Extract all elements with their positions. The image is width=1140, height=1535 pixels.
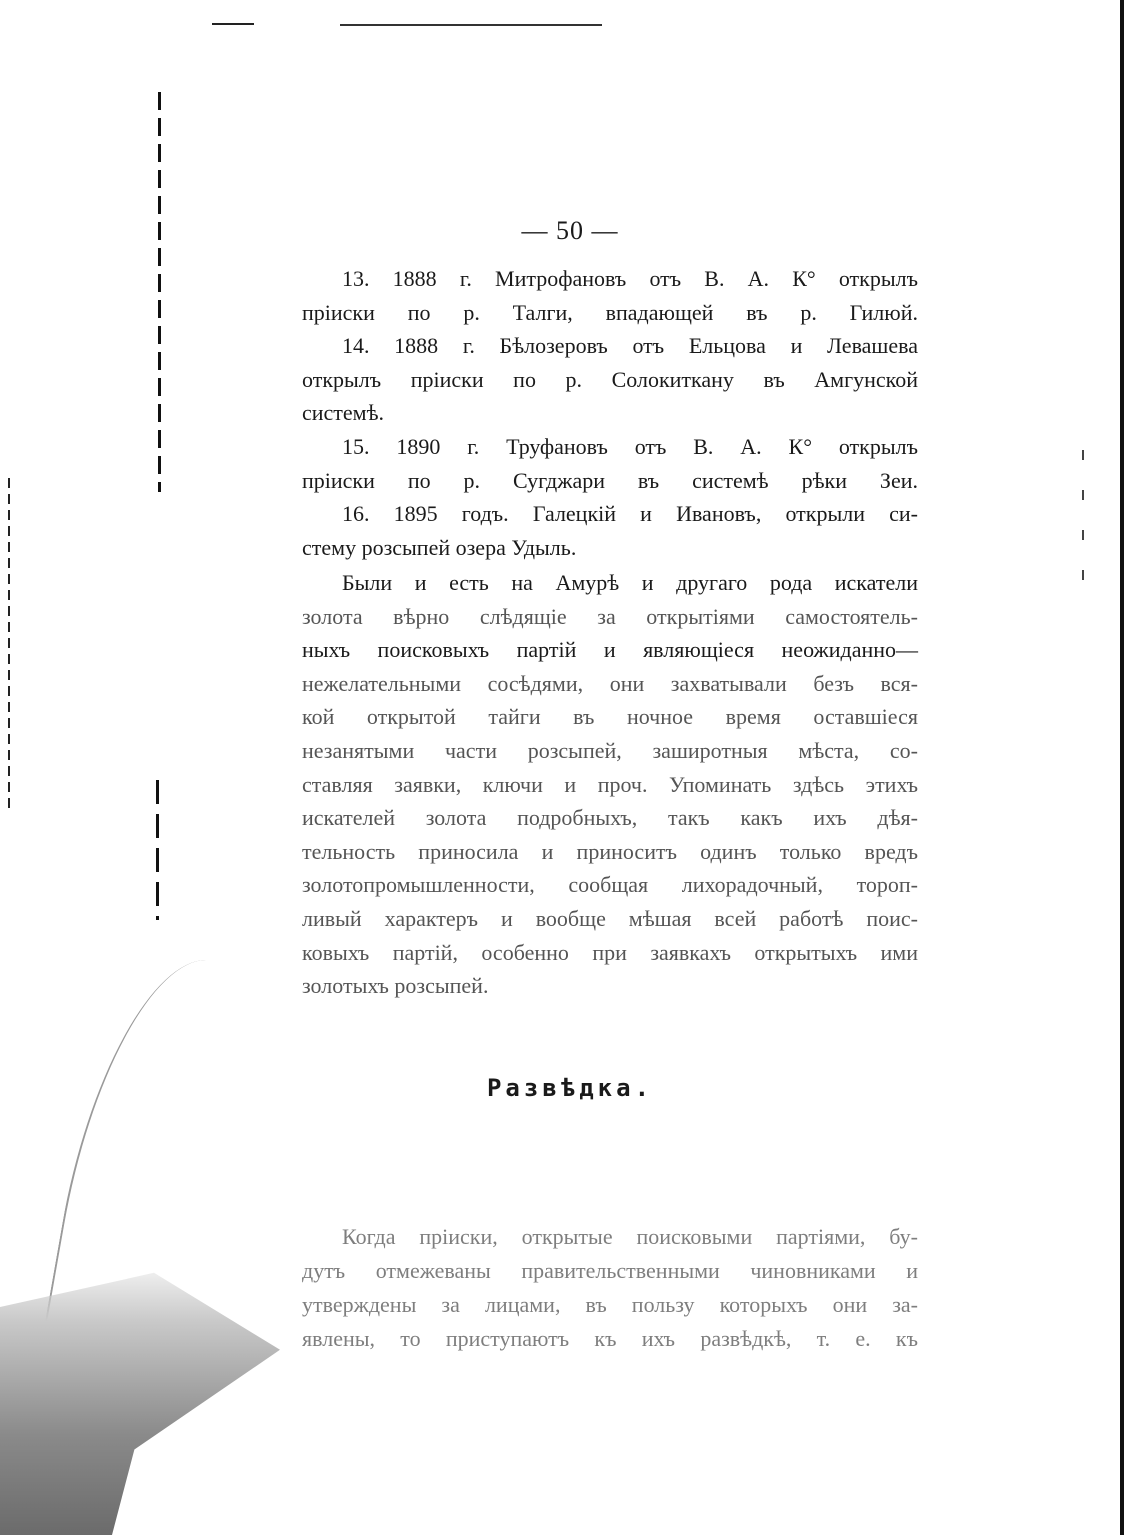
text-line: Когда пріиски, открытые поисковыми партіями, бу-: [342, 1224, 918, 1249]
scan-artifact-right-margin-mark: [1082, 450, 1084, 590]
text-line: пріиски по р. Талги, впадающей въ р. Гилюй.: [302, 299, 918, 325]
text-block-paragraph: [302, 566, 918, 1003]
text-line: системѣ.: [302, 400, 385, 426]
text-line: ставляя заявки, ключи и проч. Упоминать здѣсь этихъ: [302, 771, 918, 797]
text-line: нежелательными сосѣдями, они захватывали безъ вся-: [302, 670, 918, 696]
text-line: Были и есть на Амурѣ и другаго рода искатели: [342, 570, 918, 595]
text-line: незанятыми части розсыпей, заширотныя мѣста, со-: [302, 737, 918, 763]
text-line: ливый характеръ и вообще мѣшая всей работѣ поис-: [302, 905, 918, 931]
text-block-list: [302, 262, 918, 564]
section-heading: Развѣдка.: [486, 1074, 654, 1102]
text-line: искателей золота подробныхъ, такъ какъ ихъ дѣя-: [302, 805, 918, 831]
text-line: открылъ пріиски по р. Солокиткану въ Амгунской: [302, 366, 918, 392]
text-line: явлены, то приступаютъ къ ихъ развѣдкѣ, т. е. къ: [302, 1326, 918, 1351]
text-line: 14. 1888 г. Бѣлозеровъ отъ Ельцова и Левашева: [342, 333, 918, 359]
text-line: 16. 1895 годъ. Галецкій и Ивановъ, открыли си-: [342, 501, 918, 527]
text-line: стему розсыпей озера Удыль.: [302, 534, 577, 560]
text-line: золотопромышленности, сообщая лихорадочный, тороп-: [302, 872, 918, 898]
text-line: пріиски по р. Сугджари въ системѣ рѣки Зеи.: [302, 467, 918, 493]
page-number: — 50 —: [521, 216, 619, 245]
text-line: утверждены за лицами, въ пользу которыхъ они за-: [302, 1292, 918, 1317]
text-line: золота вѣрно слѣдящіе за открытіями самостоятель-: [302, 603, 918, 629]
scan-artifact-left-margin-mark: [156, 780, 159, 920]
scan-artifact-top-rule-long: [340, 24, 602, 26]
text-line: дутъ отмежеваны правительственными чиновниками и: [302, 1258, 918, 1283]
text-line: ныхъ поисковыхъ партій и являющіеся неожиданно—: [302, 637, 918, 663]
text-line: кой открытой тайги въ ночное время оставшіеся: [302, 704, 918, 730]
text-line: золотыхъ розсыпей.: [302, 973, 489, 999]
scan-artifact-top-rule-short: [212, 23, 254, 25]
text-block-faded: [302, 1220, 918, 1356]
text-line: 13. 1888 г. Митрофановъ отъ В. А. К° открылъ: [342, 266, 918, 291]
text-line: ковыхъ партій, особенно при заявкахъ открытыхъ ими: [302, 939, 918, 965]
scan-artifact-page-curl: [0, 1250, 280, 1535]
text-line: тельность приносила и приноситъ одинъ только вредъ: [302, 838, 918, 864]
scan-artifact-left-margin-mark: [158, 92, 161, 492]
scan-artifact-edge-mark: [8, 478, 10, 808]
text-line: 15. 1890 г. Труфановъ отъ В. А. К° открылъ: [342, 433, 918, 459]
